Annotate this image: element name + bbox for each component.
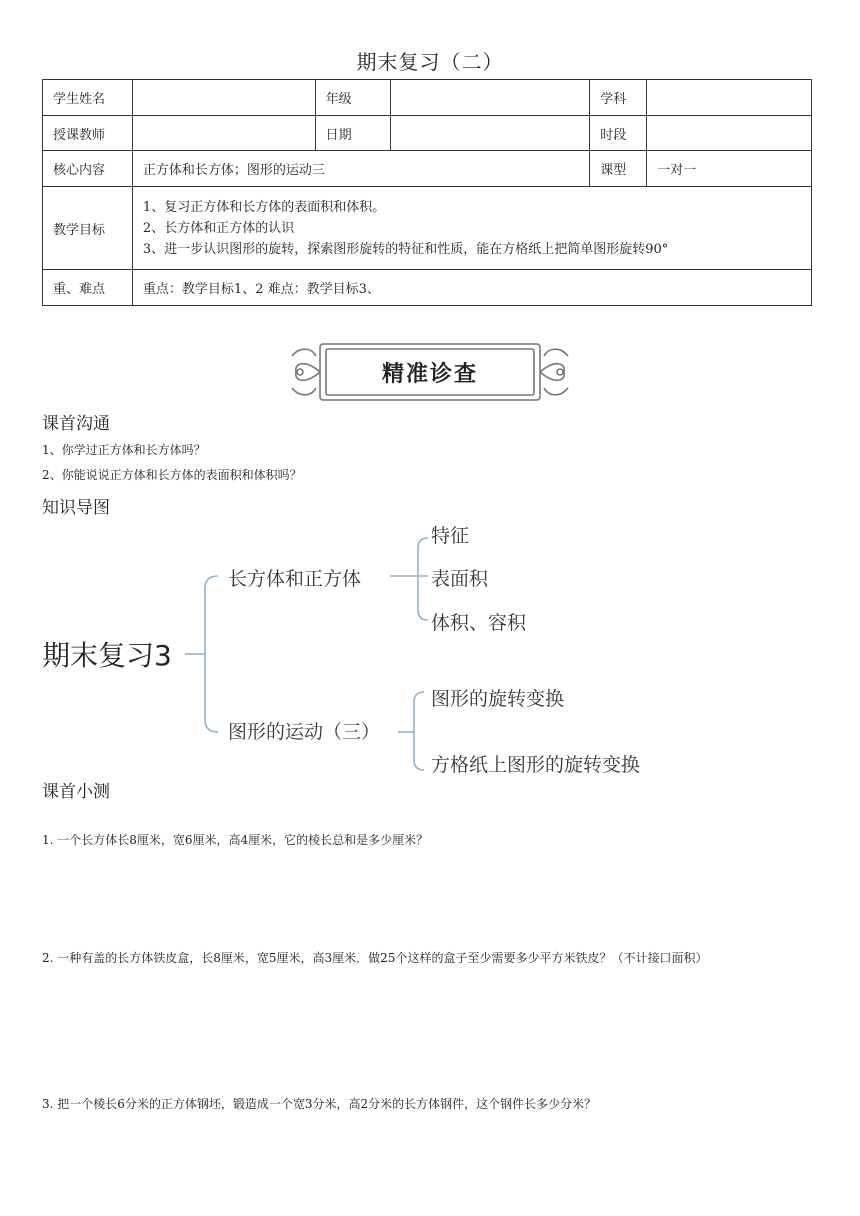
- goal-item: 3、进一步认识图形的旋转，探索图形旋转的特征和性质，能在方格纸上把简单图形旋转90°: [142, 241, 669, 257]
- mind-map-leaf: 图形的旋转变换: [431, 688, 565, 710]
- lesson-type-value: 一对一: [647, 151, 812, 187]
- subject-label: 学科: [590, 80, 647, 116]
- pre-class-item: 1、你学过正方体和长方体吗？: [42, 443, 206, 457]
- mind-map-root: 期末复习3: [42, 639, 172, 672]
- banner-title: 精准诊查: [381, 361, 478, 387]
- mind-map-leaf: 体积、容积: [431, 612, 527, 634]
- core-content-label: 核心内容: [43, 151, 133, 187]
- table-row: [43, 116, 812, 151]
- quiz-question: 1. 一个长方体长8厘米，宽6厘米，高4厘米，它的棱长总和是多少厘米？: [42, 833, 429, 847]
- goal-item: 2、长方体和正方体的认识: [142, 220, 295, 236]
- student-name-field: [132, 80, 315, 116]
- core-content-value: 正方体和长方体；图形的运动三: [132, 151, 589, 187]
- student-name-label: 学生姓名: [43, 80, 133, 116]
- subject-field: [647, 80, 812, 116]
- grade-field: [390, 80, 590, 116]
- key-points-label: 重、难点: [43, 270, 133, 306]
- mind-map-heading: 知识导图: [42, 498, 110, 518]
- pre-class-heading: 课首沟通: [42, 414, 110, 434]
- date-field: [390, 116, 590, 151]
- table-row: [43, 80, 812, 116]
- mind-map-leaf: 表面积: [431, 568, 489, 590]
- quiz-question: 2. 一种有盖的长方体铁皮盒，长8厘米，宽5厘米，高3厘米．做25个这样的盒子至少需要多少平方米铁皮？（不计接口面积）: [42, 951, 708, 965]
- mind-map-branch: 长方体和正方体: [228, 568, 362, 590]
- teaching-goals-list: [132, 187, 811, 270]
- lesson-info-table: [42, 79, 812, 306]
- diagnosis-banner: [286, 338, 574, 406]
- period-label: 时段: [590, 116, 647, 151]
- mind-map-leaf: 方格纸上图形的旋转变换: [431, 754, 641, 776]
- teaching-goals-label: 教学目标: [43, 187, 133, 270]
- table-row: [43, 151, 812, 187]
- quiz-question: 3. 把一个棱长6分米的正方体钢坯，锻造成一个宽3分米，高2分米的长方体钢件，这个钢件长多少分米？: [42, 1097, 597, 1111]
- pre-class-item: 2、你能说说正方体和长方体的表面积和体积吗？: [42, 468, 302, 482]
- teacher-field: [132, 116, 315, 151]
- goal-item: 1、复习正方体和长方体的表面积和体积。: [142, 199, 386, 215]
- page-title: 期末复习（二）: [356, 50, 504, 74]
- period-field: [647, 116, 812, 151]
- teacher-label: 授课教师: [43, 116, 133, 151]
- grade-label: 年级: [315, 80, 390, 116]
- quiz-heading: 课首小测: [42, 782, 110, 802]
- table-row: [43, 187, 812, 270]
- mind-map: [0, 510, 860, 790]
- key-points-value: 重点：教学目标1、2 难点：教学目标3、: [132, 270, 811, 306]
- lesson-type-label: 课型: [590, 151, 647, 187]
- table-row: [43, 270, 812, 306]
- mind-map-branch: 图形的运动（三）: [228, 721, 381, 743]
- mind-map-leaf: 特征: [431, 525, 470, 547]
- date-label: 日期: [315, 116, 390, 151]
